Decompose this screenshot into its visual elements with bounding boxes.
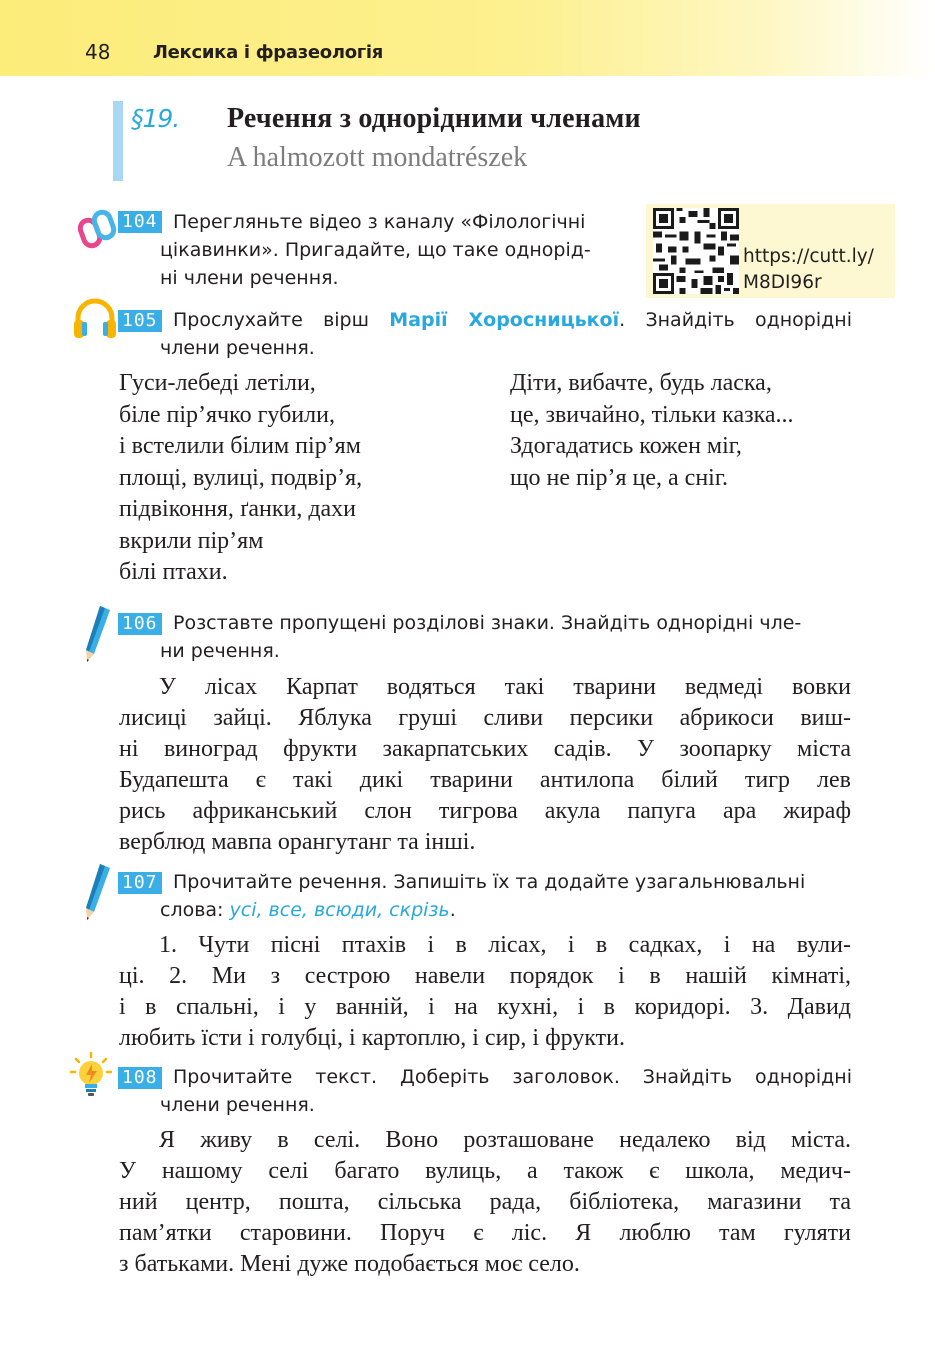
task-number-106: 106: [118, 613, 162, 635]
poem-line: це, звичайно, тільки казка...: [510, 401, 794, 428]
link-icon: [78, 208, 118, 250]
poem-line: що не пір’я це, а сніг.: [510, 464, 728, 491]
task-107-text: .: [449, 899, 456, 921]
section-subtitle: A halmozott mondatrészek: [227, 142, 528, 173]
section-title: Речення з однорідними членами: [227, 103, 641, 134]
poem-line: Гуси-лебеді летіли,: [119, 370, 316, 396]
task-107-line: Прочитайте речення. Запишіть їх та додайте узагальнювальні: [173, 871, 806, 893]
paragraph-line: ний центр, пошта, сільська рада, бібліотека, магазини та: [119, 1189, 851, 1215]
paragraph-line: з батьками. Мені дуже подобається моє село.: [119, 1251, 580, 1277]
task-108-line: Прочитайте текст. Доберіть заголовок. Знайдіть однорідні: [173, 1066, 852, 1088]
qr-link[interactable]: [743, 244, 874, 296]
task-105-instructions: [160, 306, 852, 362]
paragraph-line: ці. 2. Ми з сестрою навели порядок і в нашій кімнаті,: [119, 963, 851, 989]
poem-line: підвіконня, ґанки, дахи: [119, 496, 357, 522]
paragraph-line: Я живу в селі. Воно розташоване недалеко від міста.: [159, 1127, 851, 1153]
poem-author: Марії Хоросницької: [389, 309, 620, 331]
poem-line: біле пір’ячко губили,: [119, 401, 335, 428]
paragraph-line: 1. Чути пісні птахів і в лісах, і в садках, і на вули-: [159, 932, 851, 958]
pencil-icon: [82, 604, 114, 664]
section-number: §19.: [131, 104, 180, 133]
poem-line: Діти, вибачте, будь ласка,: [510, 370, 772, 396]
task-106-line: Розставте пропущені розділові знаки. Знайдіть однорідні чле-: [173, 612, 802, 634]
paragraph-line: і в спальні, і у ванній, і на кухні, і в коридорі. 3. Давид: [119, 994, 851, 1020]
task-107-line-2: [160, 896, 805, 924]
task-106-paragraph: [119, 672, 851, 858]
task-number-107: 107: [118, 872, 162, 894]
paragraph-line: У нашому селі багато вулиць, а також є школа, медич-: [119, 1158, 851, 1184]
task-105-text: . Знайдіть однорідні: [619, 309, 852, 331]
paragraph-line: У лісах Карпат водяться такі тварини ведмеді вовки: [159, 674, 851, 700]
generalizing-words: усі, все, всюди, скрізь: [229, 899, 450, 921]
task-number-105: 105: [118, 310, 162, 332]
page-header: [0, 0, 935, 76]
pencil-icon: [82, 862, 114, 922]
page-number: 48: [85, 40, 111, 64]
qr-link-line: https://cutt.ly/: [743, 246, 874, 267]
task-104-instructions: [160, 208, 591, 292]
task-number-108: 108: [118, 1067, 162, 1089]
poem-line: Здогадатись кожен міг,: [510, 433, 742, 459]
qr-code-icon[interactable]: [653, 208, 739, 294]
task-105-text: Прослухайте вірш: [173, 309, 390, 331]
task-108-instructions: [160, 1063, 852, 1119]
paragraph-line: лисиці зайці. Яблука груші сливи персики абрикоси виш-: [119, 705, 851, 731]
poem-line: і встелили білим пір’ям: [119, 433, 361, 459]
task-107-text: слова:: [160, 899, 230, 921]
task-number-104: 104: [118, 211, 162, 233]
poem-line: площі, вулиці, подвір’я,: [119, 464, 363, 491]
task-107-paragraph: [119, 930, 851, 1054]
task-104-line: ні члени речення.: [160, 267, 339, 289]
section-accent-bar: [113, 101, 123, 181]
task-106-instructions: [160, 609, 801, 665]
lightbulb-icon: [70, 1052, 112, 1098]
task-105-line-2: члени речення.: [160, 337, 315, 359]
task-106-line: ни речення.: [160, 640, 280, 662]
poem-left-column: [119, 368, 362, 589]
paragraph-line: рись африканський слон тигрова акула папуга ара жираф: [119, 798, 851, 824]
task-108-line: члени речення.: [160, 1094, 315, 1116]
task-104-line: цікавинки». Пригадайте, що таке однорід-: [160, 239, 591, 261]
headphones-icon: [72, 296, 118, 340]
task-107-instructions: [160, 868, 805, 924]
paragraph-line: ні виноград фрукти закарпатських садів. У зоопарку міста: [119, 736, 851, 762]
task-108-paragraph: [119, 1125, 851, 1280]
paragraph-line: верблюд мавпа орангутанг та інші.: [119, 829, 476, 855]
task-105-line-1: [160, 306, 852, 334]
poem-line: білі птахи.: [119, 559, 228, 585]
poem-line: вкрили пір’ям: [119, 527, 264, 554]
qr-link-line: M8DI96r: [743, 272, 822, 293]
paragraph-line: Будапешта є такі дикі тварини антилопа білий тигр лев: [119, 767, 851, 793]
task-104-line: Перегляньте відео з каналу «Філологічні: [173, 211, 586, 233]
chapter-name: Лексика і фразеологія: [153, 42, 384, 63]
paragraph-line: пам’ятки старовини. Поруч є ліс. Я люблю там гуляти: [119, 1220, 851, 1246]
paragraph-line: любить їсти і голубці, і картоплю, і сир, і фрукти.: [119, 1025, 625, 1051]
poem-right-column: [510, 368, 794, 494]
